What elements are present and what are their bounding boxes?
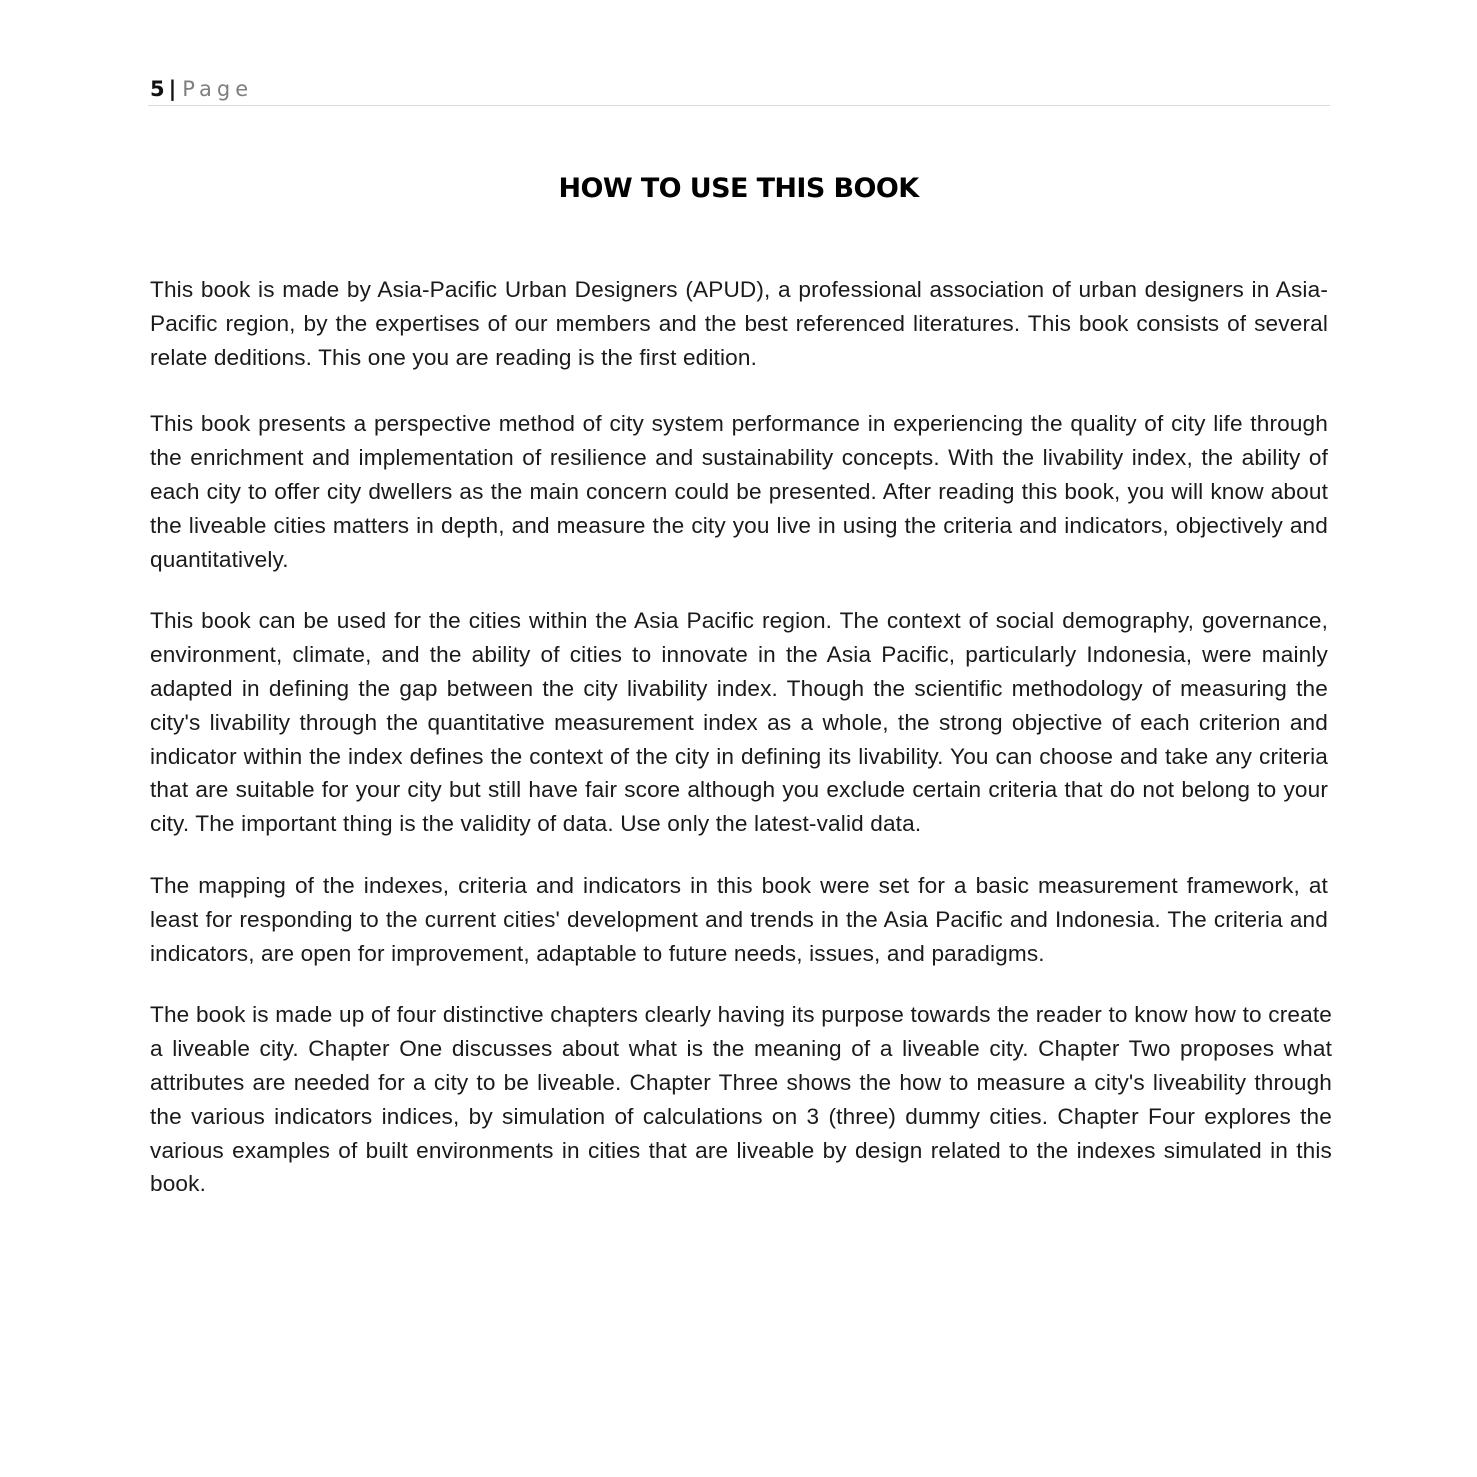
page-word: Page bbox=[182, 77, 254, 101]
page-title: HOW TO USE THIS BOOK bbox=[558, 173, 919, 205]
page-number: 5 bbox=[150, 77, 165, 101]
paragraph-chapters: The book is made up of four distinctive chapters clearly having its purpose towards the reader to know how to create a liveable city. Chapter One discusses about what is the meaning of a liveable city. Chapter Two proposes what attributes are needed for a city to be liveable. Chapter Three shows the how to measure a city's liveability through the various indicators indices, by simulation of calculations on 3 (three) dummy cities. Chapter Four explores the various examples of built environments in cities that are liveable by design related to the indexes simulated in this book. bbox=[150, 1002, 1332, 1197]
paragraph-method: This book presents a perspective method of city system performance in experiencing the quality of city life through the enrichment and implementation of resilience and sustainability concepts. With the livability index, the ability of each city to offer city dwellers as the main concern could be presented. After reading this book, you will know about the liveable cities matters in depth, and measure the city you live in using the criteria and indicators, objectively and quantitatively. bbox=[150, 411, 1328, 572]
paragraph-scope: This book can be used for the cities within the Asia Pacific region. The context of social demography, governance, environment, climate, and the ability of cities to innovate in the Asia Pacific, particularly Indonesia, were mainly adapted in defining the gap between the city livability index. Though the scientific methodology of measuring the city's livability through the quantitative measurement index as a whole, the strong objective of each criterion and indicator within the index defines the context of the city in defining its livability. You can choose and take any criteria that are suitable for your city but still have fair score although you exclude certain criteria that do not belong to your city. The important thing is the validity of data. Use only the latest-valid data. bbox=[150, 608, 1328, 837]
page-number-label bbox=[150, 76, 253, 102]
paragraph-about-apud: This book is made by Asia-Pacific Urban Designers (APUD), a professional association of urban designers in Asia-Pacific region, by the expertises of our members and the best referenced literatures. This book consists of several relate deditions. This one you are reading is the first edition. bbox=[150, 277, 1328, 370]
page-header bbox=[148, 74, 1330, 106]
page-separator: | bbox=[168, 77, 177, 101]
paragraph-mapping: The mapping of the indexes, criteria and indicators in this book were set for a basic measurement framework, at least for responding to the current cities' development and trends in the Asia Pacific and Indonesia. The criteria and indicators, are open for improvement, adaptable to future needs, issues, and paradigms. bbox=[150, 872, 1328, 966]
document-body bbox=[150, 273, 1332, 1201]
